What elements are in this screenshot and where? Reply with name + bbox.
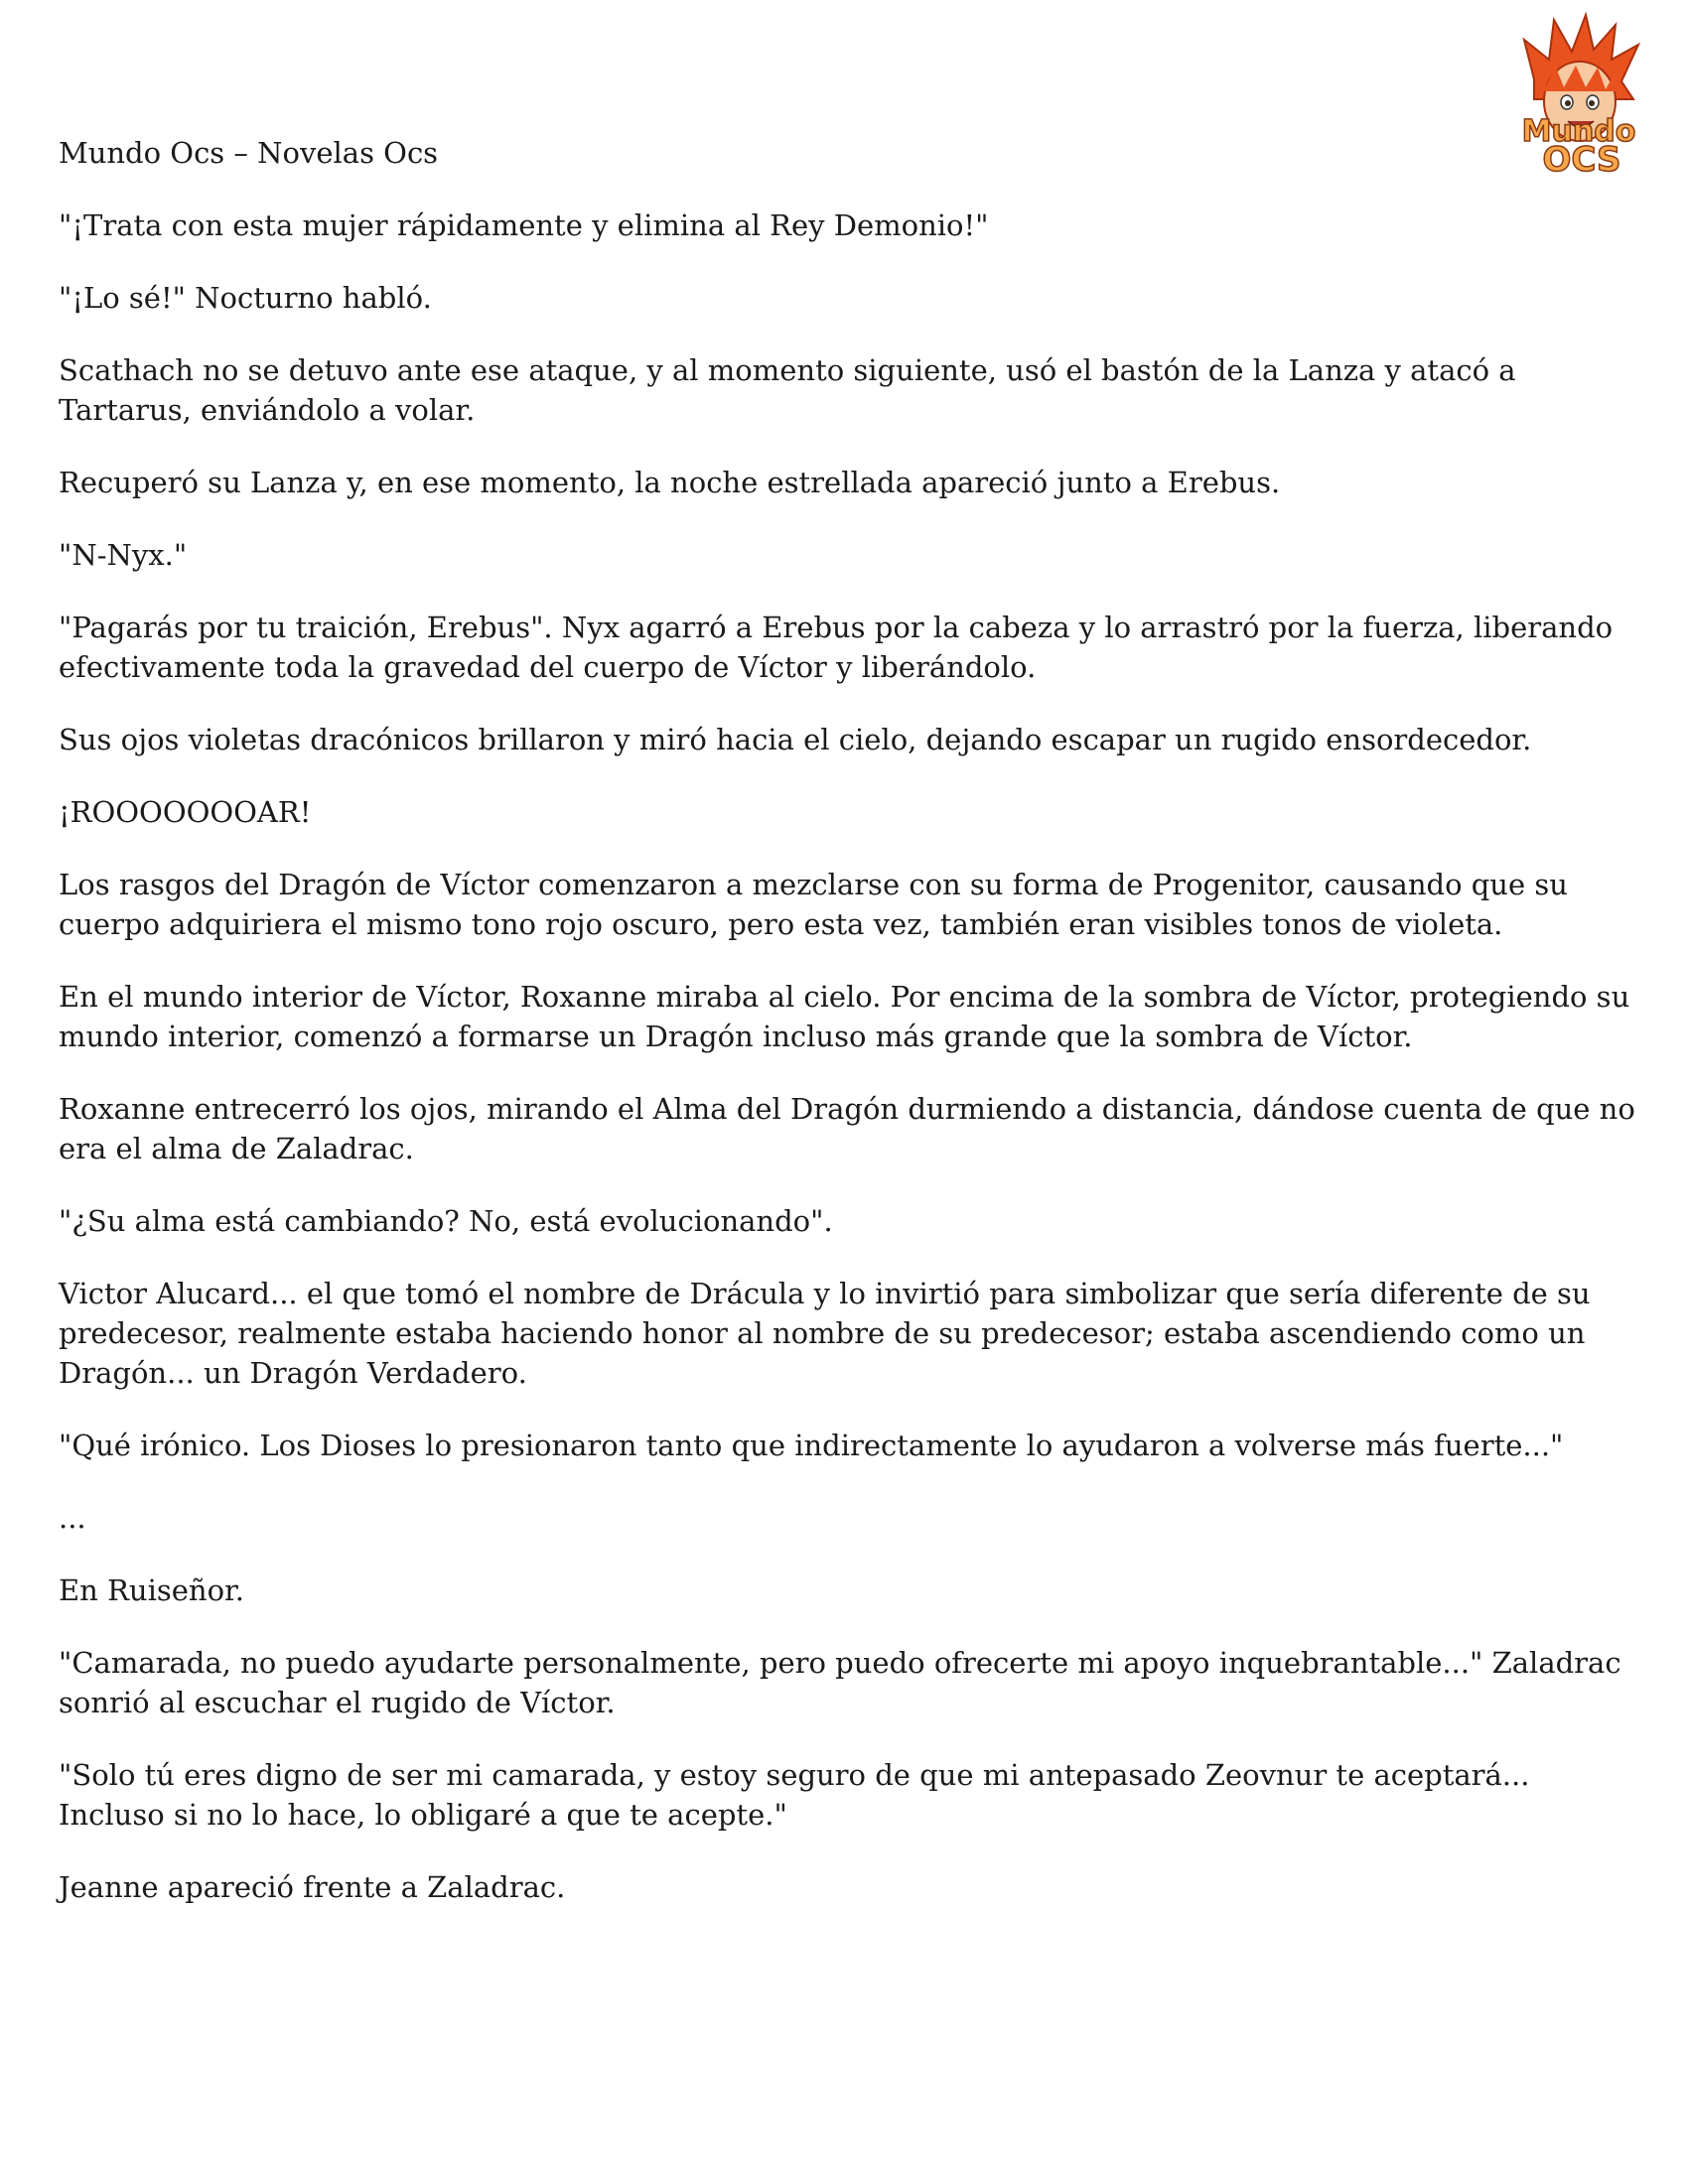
document-body: [59, 133, 1637, 1940]
paragraph: "Camarada, no puedo ayudarte personalmente, pero puedo ofrecerte mi apoyo inquebrantable..." Zaladrac sonrió al escuchar el rugido de Víctor.: [59, 1646, 1621, 1719]
paragraph: Los rasgos del Dragón de Víctor comenzaron a mezclarse con su forma de Progenitor, causando que su cuerpo adquiriera el mismo tono rojo oscuro, pero esta vez, también eran visibles tonos de violeta.: [59, 868, 1568, 941]
paragraph: Roxanne entrecerró los ojos, mirando el Alma del Dragón durmiendo a distancia, dándose cuenta de que no era el alma de Zaladrac.: [59, 1092, 1635, 1165]
paragraph: En el mundo interior de Víctor, Roxanne miraba al cielo. Por encima de la sombra de Víctor, protegiendo su mundo interior, comenzó a formarse un Dragón incluso más grande que la sombra de Víctor.: [59, 980, 1630, 1053]
paragraph: En Ruiseñor.: [59, 1573, 244, 1607]
paragraph: "Qué irónico. Los Dioses lo presionaron tanto que indirectamente lo ayudaron a volverse más fuerte...": [59, 1429, 1564, 1462]
logo-text-line1: Mundo: [1521, 114, 1636, 149]
paragraph: Recuperó su Lanza y, en ese momento, la noche estrellada apareció junto a Erebus.: [59, 466, 1281, 499]
paragraph: Jeanne apareció frente a Zaladrac.: [59, 1870, 566, 1904]
paragraph: "Solo tú eres digno de ser mi camarada, y estoy seguro de que mi antepasado Zeovnur te aceptará... Incluso si no lo hace, lo obligaré a que te acepte.": [59, 1758, 1530, 1832]
paragraph: ...: [59, 1501, 86, 1535]
logo-text-line2: OCS: [1542, 140, 1621, 179]
paragraph: "¡Lo sé!" Nocturno habló.: [59, 281, 432, 315]
page-header-title: Mundo Ocs – Novelas Ocs: [59, 136, 439, 170]
paragraph: "¿Su alma está cambiando? No, está evolucionando".: [59, 1204, 833, 1238]
paragraph: ¡ROOOOOOOAR!: [59, 795, 312, 829]
paragraph: Victor Alucard... el que tomó el nombre de Drácula y lo invirtió para simbolizar que sería diferente de su predecesor, realmente estaba haciendo honor al nombre de su predecesor; estaba ascendiendo como un Dragón... un Dragón Verdadero.: [59, 1277, 1591, 1390]
paragraph: "Pagarás por tu traición, Erebus". Nyx agarró a Erebus por la cabeza y lo arrastró por la fuerza, liberando efectivamente toda la gravedad del cuerpo de Víctor y liberándolo.: [59, 611, 1614, 684]
paragraph: "N-Nyx.": [59, 538, 188, 572]
paragraph: "¡Trata con esta mujer rápidamente y elimina al Rey Demonio!": [59, 208, 989, 242]
paragraph: Scathach no se detuvo ante ese ataque, y al momento siguiente, usó el bastón de la Lanza y atacó a Tartarus, enviándolo a volar.: [59, 353, 1516, 427]
paragraph: Sus ojos violetas dracónicos brillaron y miró hacia el cielo, dejando escapar un rugido ensordecedor.: [59, 723, 1532, 756]
